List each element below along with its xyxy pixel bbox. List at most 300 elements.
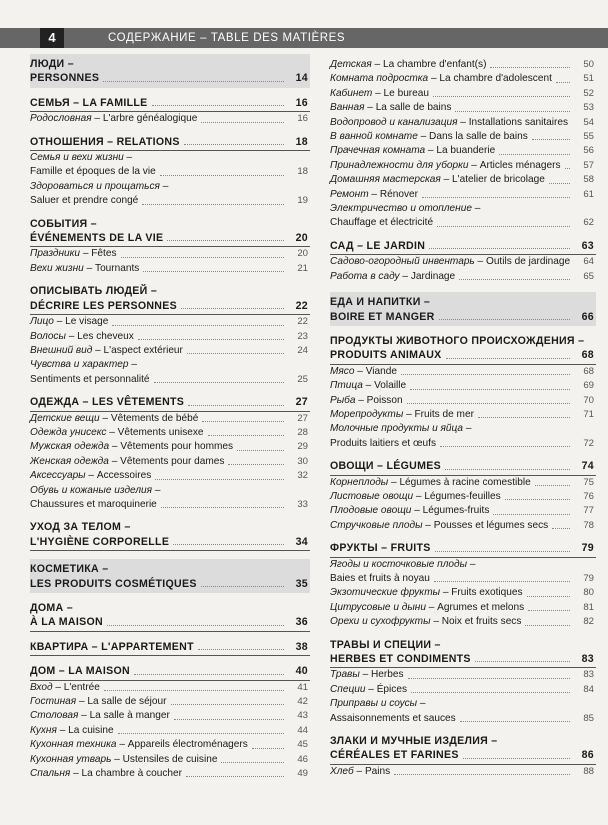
russian-term: Стручковые плоды <box>330 519 423 531</box>
page-ref: 65 <box>583 270 594 282</box>
french-term: – Vêtements pour hommes <box>109 441 234 453</box>
section-divider <box>30 631 310 632</box>
russian-term: Детские вещи <box>30 412 100 424</box>
french-term: – Accessoires <box>85 470 152 482</box>
russian-term: Экзотические фрукты <box>330 587 441 599</box>
dot-leader <box>535 476 570 486</box>
dot-leader <box>407 394 570 404</box>
entry-text <box>330 683 407 697</box>
page-ref: 30 <box>297 455 308 467</box>
entry-text <box>330 476 531 490</box>
entry-text <box>330 601 524 615</box>
section-heading <box>30 231 310 245</box>
toc-entry <box>330 394 596 408</box>
french-term: – <box>463 423 472 435</box>
toc-entry <box>30 469 310 483</box>
toc-entry <box>30 681 310 695</box>
toc-left-column <box>30 58 310 781</box>
toc-entry <box>330 202 596 216</box>
dot-leader <box>208 426 284 436</box>
russian-term: Гостиная <box>30 696 77 708</box>
page-ref: 82 <box>583 616 594 628</box>
russian-term: Столовая <box>30 710 79 722</box>
french-term: – Pousses et légumes secs <box>422 519 549 531</box>
toc-entry <box>30 315 310 329</box>
page-ref: 25 <box>297 373 308 385</box>
russian-term: Детская <box>330 59 372 70</box>
entry-text <box>30 709 170 723</box>
toc-entry <box>30 738 310 752</box>
dot-leader <box>446 348 570 358</box>
entry-text <box>30 152 132 163</box>
french-term: – <box>417 698 426 710</box>
toc-entry <box>30 112 310 126</box>
page-ref: 32 <box>297 470 308 482</box>
page-ref: 28 <box>297 426 308 438</box>
page-ref: 66 <box>581 310 594 323</box>
russian-term: Одежда унисекс <box>30 426 107 438</box>
toc-entry <box>30 440 310 454</box>
dot-leader <box>184 135 284 145</box>
page-ref: 55 <box>583 131 594 143</box>
page-ref: 51 <box>583 73 594 85</box>
toc-entry <box>30 426 310 440</box>
entry-text: ÉVÉNEMENTS DE LA VIE <box>30 232 164 245</box>
entry-text <box>330 559 475 570</box>
toc-entry <box>30 262 310 276</box>
dot-leader <box>439 310 570 320</box>
entry-text <box>330 203 480 214</box>
french-term: – Légumes-feuilles <box>413 490 501 502</box>
toc-entry <box>30 724 310 738</box>
toc-entry <box>330 270 596 284</box>
entry-text: ФРУКТЫ – FRUITS <box>330 542 431 555</box>
toc-entry <box>330 422 596 436</box>
french-term: Chaussures et maroquinerie <box>30 498 157 510</box>
russian-term: Женская одежда <box>30 455 109 467</box>
page-number: 4 <box>40 28 64 48</box>
page-ref: 80 <box>583 587 594 599</box>
entry-text: DÉCRIRE LES PERSONNES <box>30 299 177 312</box>
french-term: – Noix et fruits secs <box>430 616 522 628</box>
dot-leader <box>171 695 284 705</box>
russian-term: Волосы <box>30 330 66 342</box>
dot-leader <box>186 767 284 777</box>
french-term: – Le bureau <box>372 87 430 99</box>
section-heading <box>330 459 596 473</box>
dot-leader <box>138 330 284 340</box>
toc-entry <box>30 753 310 767</box>
section-heading <box>30 520 310 534</box>
toc-entry <box>30 709 310 723</box>
russian-term: Ягоды и косточковые плоды <box>330 558 468 570</box>
dot-leader <box>201 577 284 587</box>
entry-text <box>30 373 150 387</box>
page-ref: 33 <box>297 498 308 510</box>
entry-text: ЕДА И НАПИТКИ – <box>330 296 431 309</box>
dot-leader <box>528 601 570 611</box>
page-ref: 38 <box>295 640 308 653</box>
dot-leader <box>455 101 570 111</box>
dot-leader <box>552 519 570 529</box>
french-term: – <box>467 558 476 570</box>
section-heading <box>30 217 310 231</box>
french-term: Saluer et prendre congé <box>30 195 139 207</box>
entry-text <box>330 116 568 130</box>
french-term: – Fruits exotiques <box>440 587 523 599</box>
entry-text <box>330 423 471 434</box>
toc-entry <box>30 194 310 208</box>
entry-text: ТРАВЫ И СПЕЦИИ – <box>330 638 441 651</box>
page-ref: 61 <box>583 188 594 200</box>
russian-term: Электричество и отопление <box>330 203 472 215</box>
page-ref: 27 <box>297 412 308 424</box>
header-title: СОДЕРЖАНИЕ – TABLE DES MATIÈRES <box>108 32 346 44</box>
section-heading <box>330 734 596 748</box>
russian-term: Вход <box>30 681 53 693</box>
page-ref: 62 <box>583 217 594 229</box>
entry-text: LES PRODUITS COSMÉTIQUES <box>30 577 197 590</box>
entry-text: ЗЛАКИ И МУЧНЫЕ ИЗДЕЛИЯ – <box>330 735 498 748</box>
entry-text: PRODUITS ANIMAUX <box>330 349 442 362</box>
page-ref: 45 <box>297 739 308 751</box>
toc-entry <box>30 695 310 709</box>
toc-entry <box>330 615 596 629</box>
toc-entry <box>330 490 596 504</box>
entry-text <box>30 344 183 358</box>
dot-leader <box>459 270 570 280</box>
russian-term: Мужская одежда <box>30 441 110 453</box>
page-ref: 24 <box>297 344 308 356</box>
toc-entry <box>30 484 310 498</box>
french-term: Famille et époques de la vie <box>30 166 156 178</box>
russian-term: Лицо <box>30 316 54 328</box>
page-ref: 72 <box>583 437 594 449</box>
toc-entry <box>330 437 596 451</box>
page-ref: 63 <box>581 239 594 252</box>
french-term: Baies et fruits à noyau <box>330 573 430 584</box>
dot-leader <box>161 498 284 508</box>
french-term: – <box>123 152 133 164</box>
entry-text <box>30 753 217 767</box>
section-heading <box>330 239 596 253</box>
toc-entry <box>330 101 596 115</box>
russian-term: Праздники <box>30 248 81 260</box>
toc-entry <box>30 151 310 165</box>
toc-entry <box>330 365 596 379</box>
toc-section <box>30 640 310 656</box>
entry-text <box>330 765 390 779</box>
entry-text: ОВОЩИ – LÉGUMES <box>330 460 441 473</box>
toc-entry <box>30 165 310 179</box>
toc-section <box>330 638 596 726</box>
russian-term: Корнеплоды <box>330 476 389 488</box>
entry-text <box>30 724 114 738</box>
page-ref: 19 <box>297 195 308 207</box>
page-ref: 78 <box>583 519 594 531</box>
page-ref: 21 <box>297 262 308 274</box>
french-term: – La salle à manger <box>78 710 170 722</box>
page-ref: 56 <box>583 145 594 157</box>
page-ref: 35 <box>295 577 308 590</box>
french-term: – Articles ménagers <box>468 159 561 171</box>
entry-text <box>330 159 561 173</box>
entry-text <box>330 408 474 422</box>
russian-term: Садово-огородный инвентарь <box>330 256 475 268</box>
russian-term: Травы <box>330 669 360 681</box>
french-term: – Installations sanitaires <box>457 116 569 128</box>
section-heading <box>30 135 310 149</box>
entry-text: ЛЮДИ – <box>30 58 74 70</box>
french-term: Produits laitiers et œufs <box>330 437 437 449</box>
toc-entry <box>330 188 596 202</box>
russian-term: В ванной комнате <box>330 131 418 143</box>
page-ref: 50 <box>583 59 594 70</box>
french-term: – <box>128 359 137 371</box>
section-heading <box>30 562 310 576</box>
entry-text <box>30 485 160 496</box>
dot-leader <box>103 71 284 81</box>
page-ref: 71 <box>583 408 594 420</box>
dot-leader <box>198 640 284 650</box>
page-ref: 84 <box>583 683 594 695</box>
russian-term: Прачечная комната <box>330 145 426 157</box>
french-term: – L'arbre généalogique <box>91 113 198 125</box>
dot-leader <box>429 239 570 249</box>
dot-leader <box>202 412 284 422</box>
french-term: – Vêtements unisexe <box>106 426 204 438</box>
entry-text <box>330 101 451 115</box>
page-ref: 74 <box>581 460 594 473</box>
french-term: – L'entrée <box>52 681 100 693</box>
entry-text <box>330 188 418 202</box>
dot-leader <box>155 469 284 479</box>
russian-term: Кухонная утварь <box>30 753 112 765</box>
dot-leader <box>174 709 284 719</box>
toc-entry <box>330 379 596 393</box>
russian-term: Ремонт <box>330 188 369 200</box>
toc-section <box>30 96 310 127</box>
toc-entry <box>330 144 596 158</box>
french-term: – La salle de séjour <box>76 696 167 708</box>
toc-section <box>30 664 310 781</box>
entry-text <box>330 394 403 408</box>
french-term: – Légumes-fruits <box>411 505 490 517</box>
entry-text <box>330 58 486 72</box>
dot-leader <box>167 231 284 241</box>
entry-text <box>30 181 168 192</box>
entry-text <box>30 469 151 483</box>
dot-leader <box>228 455 284 465</box>
french-term: – La chambre à coucher <box>70 768 182 780</box>
entry-text: PERSONNES <box>30 72 100 85</box>
page-ref: 79 <box>583 573 594 584</box>
entry-text <box>330 437 436 451</box>
section-heading <box>330 348 596 362</box>
entry-text: ОПИСЫВАТЬ ЛЮДЕЙ – <box>30 285 158 298</box>
russian-term: Кухонная техника <box>30 739 117 751</box>
entry-text <box>330 519 548 533</box>
russian-term: Мясо <box>330 365 355 377</box>
page-ref: 85 <box>583 712 594 724</box>
entry-text <box>330 504 489 518</box>
page-ref: 68 <box>581 349 594 362</box>
entry-text <box>330 668 404 682</box>
dot-leader <box>401 365 570 375</box>
entry-text: ДОМА – <box>30 602 73 614</box>
toc-entry <box>330 572 596 586</box>
page-ref: 57 <box>583 159 594 171</box>
toc-entry <box>330 216 596 230</box>
dot-leader <box>394 765 570 775</box>
french-term: – Poisson <box>355 394 403 406</box>
toc-entry <box>330 558 596 572</box>
russian-term: Орехи и сухофрукты <box>330 616 431 628</box>
page-ref: 52 <box>583 87 594 99</box>
dot-leader <box>181 299 284 309</box>
french-term: – Jardinage <box>399 270 456 282</box>
dot-leader <box>112 315 284 325</box>
section-heading <box>30 284 310 298</box>
french-term: – La chambre d'adolescent <box>428 73 552 85</box>
section-heading <box>30 71 310 85</box>
toc-right-column <box>330 58 596 779</box>
toc-entry <box>30 767 310 781</box>
page-ref: 44 <box>297 724 308 736</box>
toc-section <box>30 395 310 512</box>
entry-text <box>330 490 501 504</box>
toc-section <box>330 734 596 779</box>
dot-leader <box>527 586 570 596</box>
entry-text <box>330 72 552 86</box>
toc-entry <box>30 498 310 512</box>
entry-text <box>330 255 570 269</box>
entry-text <box>30 359 137 370</box>
entry-text: CÉRÉALES ET FARINES <box>330 749 459 762</box>
page-ref: 83 <box>583 669 594 681</box>
french-term: – Fruits de mer <box>403 408 474 420</box>
french-term: – La chambre d'enfant(s) <box>371 59 487 70</box>
dot-leader <box>478 408 570 418</box>
section-heading <box>330 541 596 555</box>
entry-text: СЕМЬЯ – LA FAMILLE <box>30 96 148 109</box>
french-term: Chauffage et électricité <box>330 217 434 229</box>
russian-term: Спальня <box>30 768 71 780</box>
toc-entry <box>330 408 596 422</box>
toc-entry <box>30 344 310 358</box>
page-ref: 77 <box>583 505 594 517</box>
entry-text: САД – LE JARDIN <box>330 239 426 252</box>
dot-leader <box>121 247 285 257</box>
page-ref: 18 <box>295 135 308 148</box>
page-ref: 53 <box>583 102 594 114</box>
toc-entry <box>330 130 596 144</box>
french-term: – <box>471 203 481 215</box>
entry-text <box>30 315 108 329</box>
russian-term: Обувь и кожаные изделия <box>30 484 153 496</box>
section-heading <box>30 299 310 313</box>
french-term: – Dans la salle de bains <box>417 131 528 143</box>
toc-entry <box>330 683 596 697</box>
dot-leader <box>437 216 570 226</box>
french-term: Assaisonnements et sauces <box>330 712 456 724</box>
page-ref: 64 <box>583 256 594 268</box>
section-heading <box>30 664 310 678</box>
french-term: – Légumes à racine comestible <box>388 476 531 488</box>
entry-text: СОБЫТИЯ – <box>30 217 97 230</box>
toc-entry <box>330 116 596 130</box>
entry-text <box>30 330 134 344</box>
french-term: – Appareils électroménagers <box>116 739 248 751</box>
entry-text: À LA MAISON <box>30 616 103 629</box>
russian-term: Внешний вид <box>30 344 93 356</box>
toc-section <box>30 54 310 88</box>
entry-text <box>30 112 197 126</box>
french-term: – Agrumes et melons <box>425 601 525 613</box>
page-ref: 23 <box>297 330 308 342</box>
russian-term: Вехи жизни <box>30 262 84 274</box>
french-term: – Rénover <box>368 188 418 200</box>
page-ref: 83 <box>581 653 594 666</box>
entry-text: HERBES ET CONDIMENTS <box>330 653 471 666</box>
dot-leader <box>134 664 284 674</box>
page-ref: 81 <box>583 601 594 613</box>
russian-term: Рыба <box>330 394 356 406</box>
page-ref: 79 <box>581 542 594 555</box>
entry-text <box>30 165 156 179</box>
toc-section <box>30 284 310 387</box>
russian-term: Приправы и соусы <box>330 698 418 710</box>
section-heading <box>330 295 596 309</box>
toc-section <box>330 459 596 533</box>
entry-text <box>330 87 429 101</box>
entry-text <box>330 365 397 379</box>
russian-term: Кухня <box>30 724 57 736</box>
toc-entry <box>330 601 596 615</box>
dot-leader <box>173 535 284 545</box>
page-ref: 70 <box>583 394 594 406</box>
section-heading <box>30 577 310 591</box>
page-header <box>0 28 608 48</box>
french-term: – Fêtes <box>80 248 117 260</box>
section-divider <box>30 655 310 656</box>
dot-leader <box>201 112 284 122</box>
toc-entry <box>330 173 596 187</box>
section-heading <box>30 615 310 629</box>
dot-leader <box>422 188 570 198</box>
toc-entry <box>330 586 596 600</box>
section-heading <box>30 535 310 549</box>
dot-leader <box>411 683 570 693</box>
russian-term: Специи <box>330 683 366 695</box>
russian-term: Принадлежности для уборки <box>330 159 469 171</box>
page-ref: 34 <box>295 535 308 548</box>
dot-leader <box>460 712 570 722</box>
entry-text <box>30 695 167 709</box>
entry-text: L'HYGIÈNE CORPORELLE <box>30 535 170 548</box>
page-ref: 40 <box>295 665 308 678</box>
toc-section <box>330 239 596 284</box>
russian-term: Кабинет <box>330 87 373 99</box>
section-heading <box>330 334 596 348</box>
french-term: – <box>159 180 169 192</box>
toc-entry <box>30 455 310 469</box>
toc-entry <box>30 330 310 344</box>
dot-leader <box>565 159 570 169</box>
page-ref: 29 <box>297 441 308 453</box>
entry-text: КВАРТИРА – L'APPARTEMENT <box>30 640 194 653</box>
russian-term: Хлеб <box>330 765 354 777</box>
